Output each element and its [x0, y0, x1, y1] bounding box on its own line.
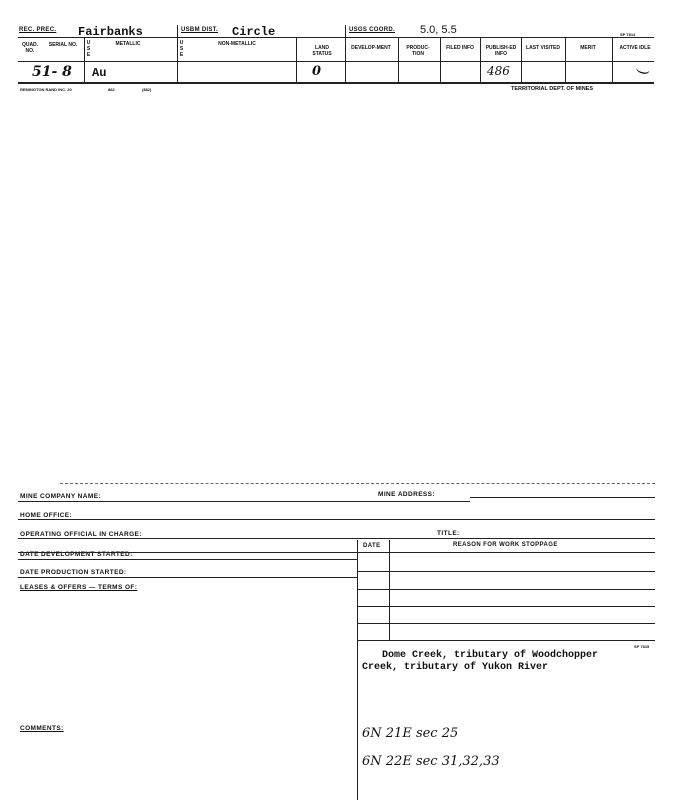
home-office-label: HOME OFFICE: — [20, 512, 73, 519]
col-use-1: U S E — [86, 40, 91, 58]
date-col-label: DATE — [363, 543, 381, 549]
date-development-label: DATE DEVELOPMENT STARTED: — [20, 551, 133, 558]
col-merit: MERIT — [580, 45, 596, 51]
rec-prec-label: REC. PREC. — [19, 27, 57, 33]
col-active-idle: ACTIVE IDLE — [619, 45, 651, 51]
date-production-label: DATE PRODUCTION STARTED: — [20, 569, 127, 576]
metallic-value: Au — [92, 66, 107, 80]
usgs-coord-value: 5.0, 5.5 — [420, 24, 457, 36]
usgs-coord-label: USGS COORD. — [349, 27, 395, 33]
reason-col-label: REASON FOR WORK STOPPAGE — [453, 542, 558, 548]
comments-label: COMMENTS: — [20, 725, 64, 732]
land-status-value: 0 — [312, 64, 322, 79]
handwritten-line-1: 6N 21E sec 25 — [362, 726, 459, 741]
col-production: PRODUC-TION — [406, 45, 430, 57]
col-filed-info: FILED INFO — [446, 45, 474, 51]
usbm-dist-value: Circle — [232, 25, 276, 39]
print-code-1: 882 — [108, 87, 115, 92]
col-land-status: LAND STATUS — [312, 45, 332, 57]
mine-company-name-label: MINE COMPANY NAME: — [20, 493, 101, 500]
col-serial-no: SERIAL NO. — [48, 42, 78, 48]
col-metallic: METALLIC — [115, 41, 141, 47]
col-development: DEVELOP-MENT — [351, 45, 391, 51]
col-quad-no: QUAD. NO. — [21, 42, 39, 54]
notes-line-1: Dome Creek, tributary of Woodchopper — [382, 650, 599, 661]
usbm-dist-label: USBM DIST. — [181, 27, 219, 33]
territorial-dept: TERRITORIAL DEPT. OF MINES — [511, 86, 593, 92]
leases-label: LEASES & OFFERS — TERMS OF: — [20, 584, 138, 591]
printer-imprint: REMINGTON RAND INC. 20 — [20, 87, 72, 92]
form-number-bottom: SP 7815 — [634, 644, 650, 649]
mine-address-label: MINE ADDRESS: — [378, 491, 435, 498]
print-code-2: (882) — [142, 87, 152, 92]
col-last-visited: LAST VISITED — [526, 45, 560, 51]
col-use-2: U S E — [179, 40, 184, 58]
notes-line-2: Creek, tributary of Yukon River — [362, 662, 549, 673]
operating-official-label: OPERATING OFFICIAL IN CHARGE: — [20, 531, 142, 538]
rec-prec-value: Fairbanks — [78, 25, 143, 39]
published-info-value: 486 — [487, 64, 510, 78]
col-published-info: PUBLISH-ED INFO — [485, 45, 517, 57]
col-non-metallic: NON-METALLIC — [218, 41, 256, 47]
active-idle-value: ) — [634, 69, 651, 75]
handwritten-line-2: 6N 22E sec 31,32,33 — [362, 754, 500, 769]
quad-serial-value: 51- 8 — [32, 64, 72, 80]
title-label: TITLE: — [437, 530, 460, 537]
form-number-top: SP 7814 — [620, 32, 636, 37]
